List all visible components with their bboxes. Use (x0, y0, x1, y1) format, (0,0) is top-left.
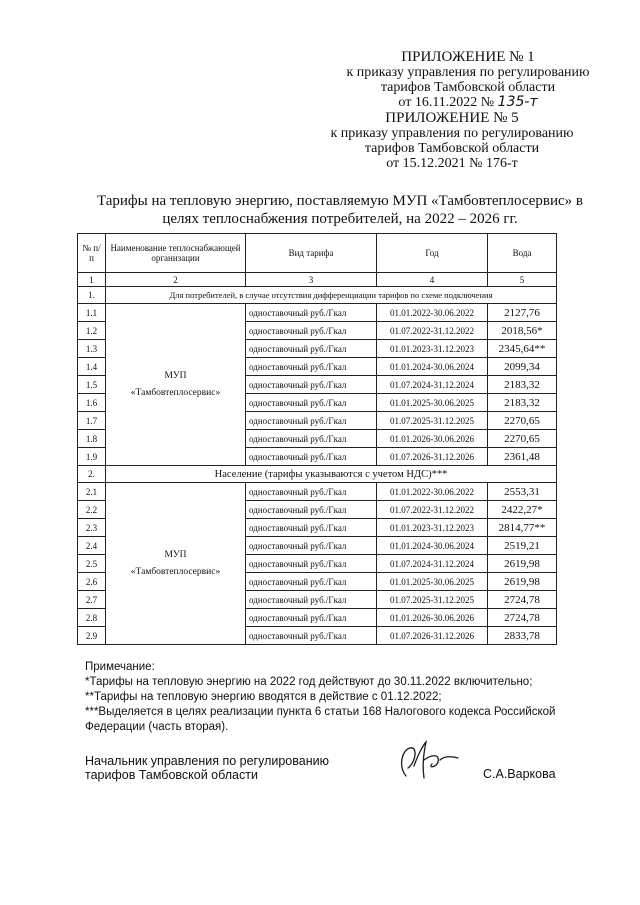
appendix1-line2: тарифов Тамбовской области (380, 80, 556, 95)
tariff-period: 01.01.2023-31.12.2023 (377, 519, 488, 537)
row-number: 1.7 (78, 412, 106, 430)
tariff-period: 01.07.2025-31.12.2025 (377, 591, 488, 609)
tariff-value: 2724,78 (488, 591, 557, 609)
signatory-line2: тарифов Тамбовской области (85, 768, 258, 782)
tariff-value: 2018,56* (488, 322, 557, 340)
section-number: 1. (78, 287, 106, 304)
header-year: Год (377, 234, 488, 273)
tariff-period: 01.01.2025-30.06.2025 (377, 394, 488, 412)
tariff-period: 01.01.2024-30.06.2024 (377, 358, 488, 376)
organization-line1: МУП (164, 549, 187, 560)
tariff-value: 2099,34 (488, 358, 557, 376)
table-row (78, 483, 557, 501)
tariff-value: 2814,77** (488, 519, 557, 537)
header-kind: Вид тарифа (246, 234, 377, 273)
tariff-value: 2127,76 (488, 304, 557, 322)
tariff-period: 01.01.2025-30.06.2025 (377, 573, 488, 591)
appendix5-line1: к приказу управления по регулированию (330, 126, 574, 141)
note-1: *Тарифы на тепловую энергию на 2022 год действуют до 30.11.2022 включительно; (85, 676, 533, 688)
row-number: 2.6 (78, 573, 106, 591)
row-number: 2.3 (78, 519, 106, 537)
index-cell: 5 (488, 273, 557, 287)
tariff-kind: одноставочный руб./Гкал (246, 483, 377, 501)
tariff-value: 2345,64** (488, 340, 557, 358)
document-title (80, 192, 600, 228)
header-org: Наименование теплоснабжающей организации (106, 234, 246, 273)
tariff-kind: одноставочный руб./Гкал (246, 304, 377, 322)
row-number: 1.5 (78, 376, 106, 394)
tariff-value: 2724,78 (488, 609, 557, 627)
tariff-kind: одноставочный руб./Гкал (246, 394, 377, 412)
header-num: № п/п (78, 234, 106, 273)
tariff-value: 2270,65 (488, 430, 557, 448)
appendix5-header (302, 111, 602, 171)
appendix5-title: ПРИЛОЖЕНИЕ № 5 (385, 110, 519, 126)
tariff-period: 01.07.2026-31.12.2026 (377, 448, 488, 466)
organization-cell (106, 304, 246, 466)
tariff-kind: одноставочный руб./Гкал (246, 573, 377, 591)
appendix5-line2: тарифов Тамбовской области (364, 141, 540, 156)
row-number: 1.4 (78, 358, 106, 376)
tariff-kind: одноставочный руб./Гкал (246, 322, 377, 340)
organization-line1: МУП (164, 370, 187, 381)
tariff-period: 01.07.2022-31.12.2022 (377, 501, 488, 519)
signatory-line1: Начальник управления по регулированию (85, 754, 329, 768)
appendix1-line1: к приказу управления по регулированию (346, 65, 590, 80)
tariff-value: 2519,21 (488, 537, 557, 555)
row-number: 1.1 (78, 304, 106, 322)
section-label: Население (тарифы указываются с учетом НДС)*** (106, 466, 557, 483)
note-3: ***Выделяется в целях реализации пункта 6 статьи 168 Налогового кодекса Российской (85, 706, 556, 718)
index-cell: 3 (246, 273, 377, 287)
tariff-period: 01.07.2024-31.12.2024 (377, 555, 488, 573)
tariff-kind: одноставочный руб./Гкал (246, 358, 377, 376)
row-number: 1.3 (78, 340, 106, 358)
appendix1-handwritten-number: 135-т (497, 94, 538, 110)
tariff-value: 2833,78 (488, 627, 557, 645)
tariff-value: 2361,48 (488, 448, 557, 466)
tariff-kind: одноставочный руб./Гкал (246, 555, 377, 573)
tariff-kind: одноставочный руб./Гкал (246, 448, 377, 466)
table-index-row (78, 273, 557, 287)
appendix1-header (318, 50, 618, 110)
table-row (78, 304, 557, 322)
index-cell: 4 (377, 273, 488, 287)
row-number: 2.9 (78, 627, 106, 645)
notes-block (85, 660, 605, 735)
table-header-row (78, 234, 557, 273)
row-number: 1.9 (78, 448, 106, 466)
tariff-period: 01.01.2022-30.06.2022 (377, 483, 488, 501)
row-number: 1.2 (78, 322, 106, 340)
tariff-value: 2183,32 (488, 394, 557, 412)
tariff-kind: одноставочный руб./Гкал (246, 537, 377, 555)
section-label: Для потребителей, в случае отсутствия дифференциации тарифов по схеме подключения (106, 287, 557, 304)
organization-line2: «Тамбовтеплосервис» (130, 387, 221, 398)
row-number: 1.8 (78, 430, 106, 448)
row-number: 2.2 (78, 501, 106, 519)
organization-line2: «Тамбовтеплосервис» (130, 566, 221, 577)
tariff-period: 01.01.2023-31.12.2023 (377, 340, 488, 358)
tariff-value: 2619,98 (488, 573, 557, 591)
tariff-kind: одноставочный руб./Гкал (246, 412, 377, 430)
note-3-continued: Федерации (часть вторая). (85, 721, 229, 733)
tariff-period: 01.01.2022-30.06.2022 (377, 304, 488, 322)
organization-cell (106, 483, 246, 645)
tariff-kind: одноставочный руб./Гкал (246, 430, 377, 448)
tariff-value: 2422,27* (488, 501, 557, 519)
row-number: 2.5 (78, 555, 106, 573)
document-title-line2: целях теплоснабжения потребителей, на 2022 – 2026 гг. (162, 211, 518, 227)
tariff-kind: одноставочный руб./Гкал (246, 376, 377, 394)
section-number: 2. (78, 466, 106, 483)
row-number: 2.8 (78, 609, 106, 627)
row-number: 2.4 (78, 537, 106, 555)
row-number: 2.7 (78, 591, 106, 609)
section-row (78, 287, 557, 304)
tariff-period: 01.07.2022-31.12.2022 (377, 322, 488, 340)
signatory-name: С.А.Варкова (483, 767, 556, 781)
tariff-kind: одноставочный руб./Гкал (246, 627, 377, 645)
row-number: 1.6 (78, 394, 106, 412)
row-number: 2.1 (78, 483, 106, 501)
tariff-period: 01.01.2024-30.06.2024 (377, 537, 488, 555)
section-row (78, 466, 557, 483)
tariff-period: 01.07.2025-31.12.2025 (377, 412, 488, 430)
appendix5-date: от 15.12.2021 № 176-т (386, 156, 518, 171)
tariff-kind: одноставочный руб./Гкал (246, 501, 377, 519)
index-cell: 1 (78, 273, 106, 287)
tariff-table (77, 233, 557, 645)
tariff-kind: одноставочный руб./Гкал (246, 609, 377, 627)
tariff-value: 2270,65 (488, 412, 557, 430)
appendix1-date: от 16.11.2022 № (398, 95, 495, 110)
tariff-value: 2619,98 (488, 555, 557, 573)
tariff-period: 01.07.2026-31.12.2026 (377, 627, 488, 645)
index-cell: 2 (106, 273, 246, 287)
tariff-kind: одноставочный руб./Гкал (246, 340, 377, 358)
handwritten-signature (388, 736, 468, 786)
notes-heading: Примечание: (85, 661, 155, 673)
tariff-period: 01.07.2024-31.12.2024 (377, 376, 488, 394)
document-title-line1: Тарифы на тепловую энергию, поставляемую МУП «Тамбовтеплосервис» в (96, 193, 584, 209)
header-water: Вода (488, 234, 557, 273)
tariff-value: 2183,32 (488, 376, 557, 394)
appendix1-date-line (318, 95, 618, 110)
tariff-kind: одноставочный руб./Гкал (246, 519, 377, 537)
appendix1-title: ПРИЛОЖЕНИЕ № 1 (401, 49, 535, 65)
note-2: **Тарифы на тепловую энергию вводятся в действие с 01.12.2022; (85, 691, 442, 703)
tariff-kind: одноставочный руб./Гкал (246, 591, 377, 609)
tariff-period: 01.01.2026-30.06.2026 (377, 430, 488, 448)
tariff-value: 2553,31 (488, 483, 557, 501)
tariff-period: 01.01.2026-30.06.2026 (377, 609, 488, 627)
